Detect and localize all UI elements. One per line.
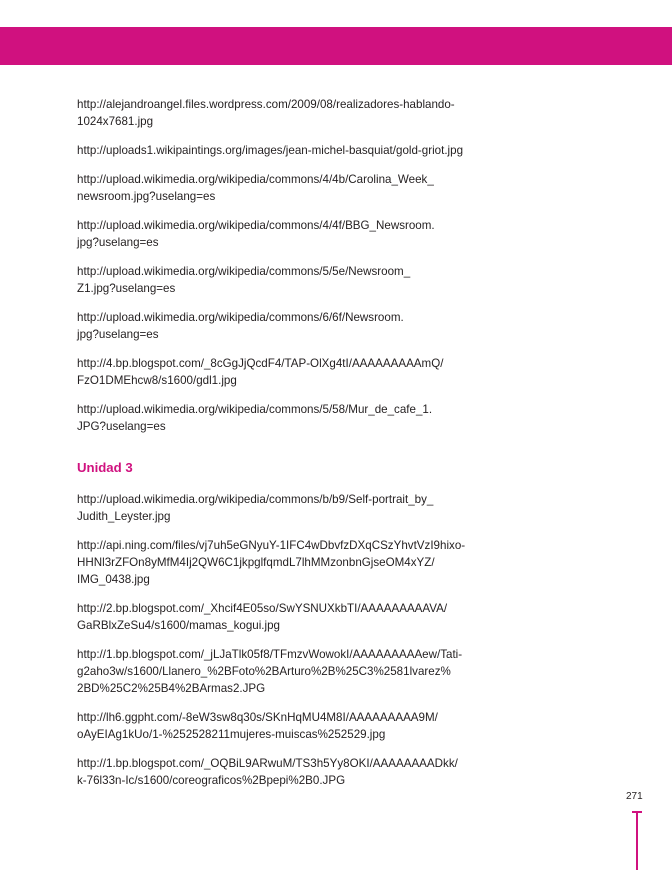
reference-url-line: http://upload.wikimedia.org/wikipedia/commons/4/4f/BBG_Newsroom. [77, 219, 435, 232]
reference-url-line: oAyEIAg1kUo/1-%252528211mujeres-muiscas%252529.jpg [77, 728, 386, 741]
reference-url-line: k-76l33n-Ic/s1600/coreograficos%2Bpepi%2B0.JPG [77, 774, 346, 787]
reference-url-line: http://upload.wikimedia.org/wikipedia/commons/4/4b/Carolina_Week_ [77, 173, 434, 186]
reference-url-line: http://upload.wikimedia.org/wikipedia/commons/6/6f/Newsroom. [77, 311, 404, 324]
reference-url-line: http://upload.wikimedia.org/wikipedia/commons/5/5e/Newsroom_ [77, 265, 411, 278]
reference-url-line: jpg?uselang=es [77, 328, 159, 341]
reference-entry [77, 646, 477, 697]
reference-entry [77, 600, 477, 634]
reference-url-line: g2aho3w/s1600/Llanero_%2BFoto%2BArturo%2B%25C3%2581lvarez% [77, 665, 451, 678]
reference-url-line: http://api.ning.com/files/vj7uh5eGNyuY-1IFC4wDbvfzDXqCSzYhvtVzI9hixo- [77, 539, 466, 552]
reference-entry [77, 309, 477, 343]
reference-url-line: jpg?uselang=es [77, 236, 159, 249]
reference-url-line: http://4.bp.blogspot.com/_8cGgJjQcdF4/TAP-OlXg4tI/AAAAAAAAAmQ/ [77, 357, 444, 370]
reference-entry [77, 401, 477, 435]
reference-url-line: http://upload.wikimedia.org/wikipedia/commons/5/58/Mur_de_cafe_1. [77, 403, 433, 416]
reference-entry [77, 171, 477, 205]
reference-url-line: http://1.bp.blogspot.com/_OQBiL9ARwuM/TS3h5Yy8OKI/AAAAAAAADkk/ [77, 757, 458, 770]
reference-entry [77, 755, 477, 789]
reference-entry [77, 537, 477, 588]
reference-entry [77, 263, 477, 297]
reference-url-line: http://1.bp.blogspot.com/_jLJaTlk05f8/TFmzvWowokI/AAAAAAAAAew/Tati- [77, 648, 463, 661]
reference-url-line: Z1.jpg?uselang=es [77, 282, 176, 295]
reference-url-line: JPG?uselang=es [77, 420, 166, 433]
header-color-band [0, 27, 672, 65]
reference-entry [77, 709, 477, 743]
reference-entry [77, 217, 477, 251]
section-title: Unidad 3 [77, 460, 133, 475]
reference-url-line: http://upload.wikimedia.org/wikipedia/commons/b/b9/Self-portrait_by_ [77, 493, 434, 506]
reference-url-line: http://2.bp.blogspot.com/_Xhcif4E05so/SwYSNUXkbTI/AAAAAAAAAVA/ [77, 602, 448, 615]
reference-url-line: 1024x7681.jpg [77, 115, 154, 128]
page-number: 271 [626, 791, 643, 802]
reference-entry [77, 142, 477, 159]
references-top-group [77, 96, 477, 435]
reference-url-line: HHNl3rZFOn8yMfM4Ij2QW6C1jkpglfqmdL7lhMMzonbnGjseOM4xYZ/ [77, 556, 435, 569]
reference-url-line: http://alejandroangel.files.wordpress.com/2009/08/realizadores-hablando- [77, 98, 455, 111]
reference-url-line: FzO1DMEhcw8/s1600/gdl1.jpg [77, 374, 237, 387]
references-unit3-group [77, 491, 477, 789]
reference-url-line: Judith_Leyster.jpg [77, 510, 171, 523]
reference-url-line: IMG_0438.jpg [77, 573, 150, 586]
reference-url-line: 2BD%25C2%25B4%2BArmas2.JPG [77, 682, 266, 695]
page-marker [636, 811, 638, 870]
reference-entry [77, 355, 477, 389]
reference-url-line: http://lh6.ggpht.com/-8eW3sw8q30s/SKnHqMU4M8I/AAAAAAAAA9M/ [77, 711, 438, 724]
references-list [77, 96, 477, 789]
reference-entry [77, 491, 477, 525]
reference-url-line: http://uploads1.wikipaintings.org/images/jean-michel-basquiat/gold-griot.jpg [77, 144, 464, 157]
reference-url-line: newsroom.jpg?uselang=es [77, 190, 216, 203]
reference-entry [77, 96, 477, 130]
reference-url-line: GaRBlxZeSu4/s1600/mamas_kogui.jpg [77, 619, 280, 632]
